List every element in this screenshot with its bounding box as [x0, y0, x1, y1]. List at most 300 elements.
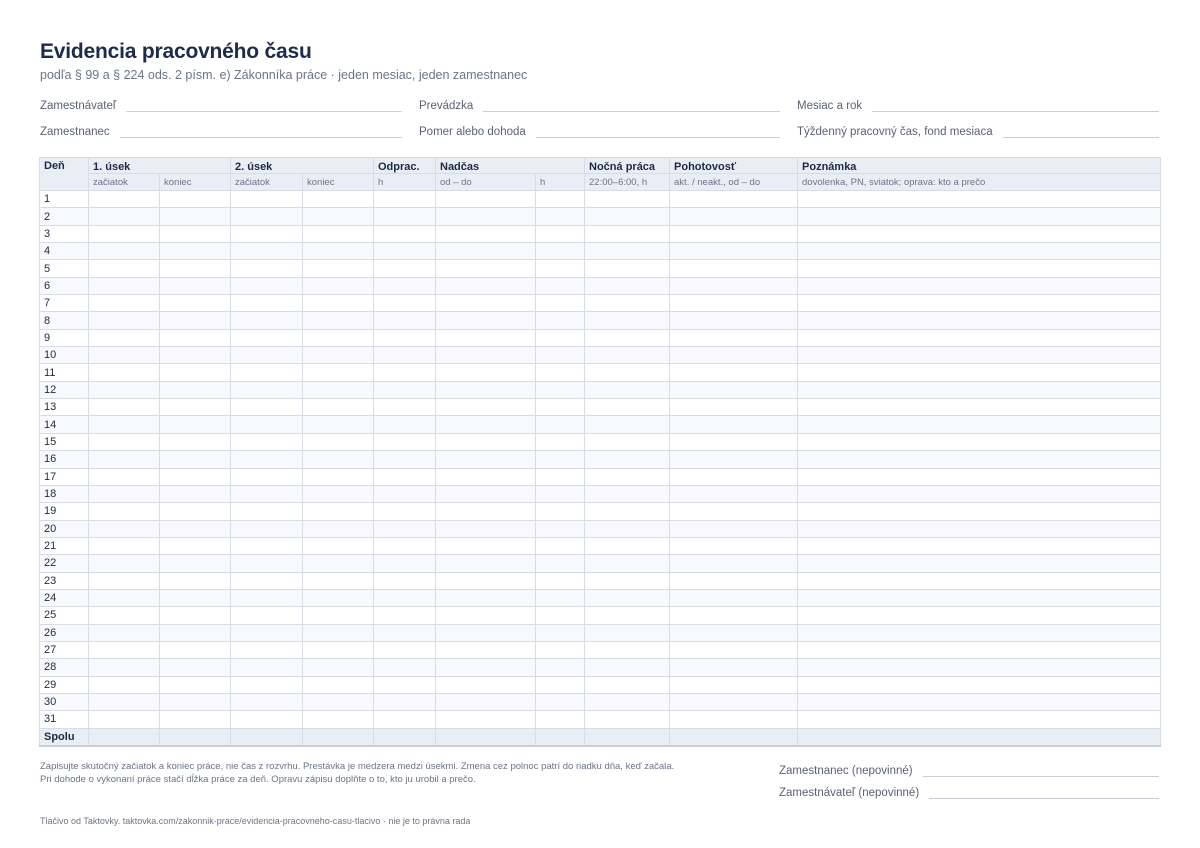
- cell-worked-hours[interactable]: [374, 468, 436, 485]
- cell-worked-hours[interactable]: [374, 277, 436, 294]
- cell-seg1-end[interactable]: [160, 572, 231, 589]
- cell-standby[interactable]: [670, 485, 798, 502]
- cell-night-hours[interactable]: [585, 676, 670, 693]
- cell-standby[interactable]: [670, 381, 798, 398]
- cell-seg2-start[interactable]: [231, 312, 303, 329]
- cell-overtime-range[interactable]: [436, 277, 536, 294]
- cell-seg2-end[interactable]: [303, 676, 374, 693]
- cell-seg2-end[interactable]: [303, 433, 374, 450]
- contract-input-line[interactable]: [536, 126, 780, 138]
- cell-seg2-start[interactable]: [231, 433, 303, 450]
- cell-seg2-start[interactable]: [231, 659, 303, 676]
- cell-overtime-range[interactable]: [436, 693, 536, 710]
- cell-note[interactable]: [798, 537, 1161, 554]
- cell-night-hours[interactable]: [585, 451, 670, 468]
- cell-note[interactable]: [798, 641, 1161, 658]
- cell-note[interactable]: [798, 277, 1161, 294]
- cell-seg2-start[interactable]: [231, 295, 303, 312]
- cell-night-hours[interactable]: [585, 295, 670, 312]
- cell-seg1-end[interactable]: [160, 693, 231, 710]
- month-year-field[interactable]: [797, 96, 1159, 112]
- cell-seg2-start[interactable]: [231, 537, 303, 554]
- cell-seg2-start[interactable]: [231, 329, 303, 346]
- cell-overtime-hours[interactable]: [536, 589, 585, 606]
- cell-night-hours[interactable]: [585, 433, 670, 450]
- cell-standby[interactable]: [670, 711, 798, 728]
- total-seg2-end[interactable]: [303, 728, 374, 745]
- cell-seg2-start[interactable]: [231, 277, 303, 294]
- cell-seg1-start[interactable]: [89, 520, 160, 537]
- cell-seg1-end[interactable]: [160, 485, 231, 502]
- cell-overtime-hours[interactable]: [536, 277, 585, 294]
- cell-worked-hours[interactable]: [374, 329, 436, 346]
- cell-worked-hours[interactable]: [374, 572, 436, 589]
- cell-night-hours[interactable]: [585, 555, 670, 572]
- cell-worked-hours[interactable]: [374, 624, 436, 641]
- cell-seg2-end[interactable]: [303, 641, 374, 658]
- cell-seg2-end[interactable]: [303, 191, 374, 208]
- cell-seg2-start[interactable]: [231, 711, 303, 728]
- cell-seg1-start[interactable]: [89, 641, 160, 658]
- cell-note[interactable]: [798, 676, 1161, 693]
- cell-seg1-start[interactable]: [89, 225, 160, 242]
- cell-worked-hours[interactable]: [374, 555, 436, 572]
- cell-seg1-start[interactable]: [89, 572, 160, 589]
- cell-night-hours[interactable]: [585, 347, 670, 364]
- cell-note[interactable]: [798, 399, 1161, 416]
- cell-seg1-start[interactable]: [89, 364, 160, 381]
- cell-seg2-end[interactable]: [303, 329, 374, 346]
- employee-input-line[interactable]: [120, 126, 402, 138]
- cell-standby[interactable]: [670, 641, 798, 658]
- cell-seg1-end[interactable]: [160, 329, 231, 346]
- cell-worked-hours[interactable]: [374, 659, 436, 676]
- cell-seg1-start[interactable]: [89, 537, 160, 554]
- cell-overtime-range[interactable]: [436, 555, 536, 572]
- cell-overtime-range[interactable]: [436, 607, 536, 624]
- cell-overtime-range[interactable]: [436, 260, 536, 277]
- cell-night-hours[interactable]: [585, 364, 670, 381]
- cell-seg2-end[interactable]: [303, 572, 374, 589]
- cell-note[interactable]: [798, 468, 1161, 485]
- cell-worked-hours[interactable]: [374, 243, 436, 260]
- cell-worked-hours[interactable]: [374, 433, 436, 450]
- cell-seg1-end[interactable]: [160, 503, 231, 520]
- weekly-hours-input-line[interactable]: [1003, 126, 1159, 138]
- cell-overtime-hours[interactable]: [536, 572, 585, 589]
- cell-seg1-start[interactable]: [89, 485, 160, 502]
- cell-worked-hours[interactable]: [374, 364, 436, 381]
- cell-worked-hours[interactable]: [374, 208, 436, 225]
- cell-night-hours[interactable]: [585, 537, 670, 554]
- cell-seg2-start[interactable]: [231, 589, 303, 606]
- cell-seg2-start[interactable]: [231, 381, 303, 398]
- cell-overtime-range[interactable]: [436, 208, 536, 225]
- cell-seg1-end[interactable]: [160, 589, 231, 606]
- cell-note[interactable]: [798, 329, 1161, 346]
- cell-note[interactable]: [798, 191, 1161, 208]
- cell-seg2-end[interactable]: [303, 537, 374, 554]
- cell-standby[interactable]: [670, 624, 798, 641]
- cell-worked-hours[interactable]: [374, 607, 436, 624]
- cell-overtime-range[interactable]: [436, 589, 536, 606]
- cell-night-hours[interactable]: [585, 399, 670, 416]
- cell-seg1-start[interactable]: [89, 659, 160, 676]
- total-seg1-end[interactable]: [160, 728, 231, 745]
- total-seg2-start[interactable]: [231, 728, 303, 745]
- cell-night-hours[interactable]: [585, 208, 670, 225]
- cell-standby[interactable]: [670, 312, 798, 329]
- cell-seg2-end[interactable]: [303, 589, 374, 606]
- cell-note[interactable]: [798, 555, 1161, 572]
- cell-overtime-range[interactable]: [436, 295, 536, 312]
- cell-night-hours[interactable]: [585, 416, 670, 433]
- cell-seg1-start[interactable]: [89, 693, 160, 710]
- cell-overtime-hours[interactable]: [536, 468, 585, 485]
- cell-overtime-range[interactable]: [436, 433, 536, 450]
- cell-night-hours[interactable]: [585, 711, 670, 728]
- cell-seg2-start[interactable]: [231, 243, 303, 260]
- cell-night-hours[interactable]: [585, 260, 670, 277]
- cell-standby[interactable]: [670, 277, 798, 294]
- cell-overtime-hours[interactable]: [536, 364, 585, 381]
- cell-night-hours[interactable]: [585, 659, 670, 676]
- weekly-hours-field[interactable]: [797, 122, 1159, 138]
- cell-seg1-start[interactable]: [89, 555, 160, 572]
- month-year-input-line[interactable]: [872, 100, 1159, 112]
- employee-signature-line[interactable]: [923, 765, 1159, 777]
- cell-seg1-start[interactable]: [89, 589, 160, 606]
- cell-seg1-end[interactable]: [160, 312, 231, 329]
- cell-overtime-range[interactable]: [436, 520, 536, 537]
- cell-seg2-start[interactable]: [231, 364, 303, 381]
- cell-night-hours[interactable]: [585, 572, 670, 589]
- cell-seg1-start[interactable]: [89, 503, 160, 520]
- cell-seg1-start[interactable]: [89, 468, 160, 485]
- cell-note[interactable]: [798, 589, 1161, 606]
- cell-overtime-range[interactable]: [436, 468, 536, 485]
- cell-standby[interactable]: [670, 537, 798, 554]
- cell-seg1-end[interactable]: [160, 295, 231, 312]
- cell-standby[interactable]: [670, 607, 798, 624]
- cell-seg2-end[interactable]: [303, 208, 374, 225]
- cell-overtime-range[interactable]: [436, 451, 536, 468]
- total-seg1-start[interactable]: [89, 728, 160, 745]
- cell-standby[interactable]: [670, 364, 798, 381]
- cell-standby[interactable]: [670, 555, 798, 572]
- cell-standby[interactable]: [670, 693, 798, 710]
- cell-note[interactable]: [798, 364, 1161, 381]
- cell-overtime-hours[interactable]: [536, 191, 585, 208]
- cell-overtime-hours[interactable]: [536, 225, 585, 242]
- cell-seg1-end[interactable]: [160, 347, 231, 364]
- total-worked-hours[interactable]: [374, 728, 436, 745]
- cell-seg1-end[interactable]: [160, 676, 231, 693]
- cell-note[interactable]: [798, 693, 1161, 710]
- cell-overtime-hours[interactable]: [536, 555, 585, 572]
- cell-seg2-end[interactable]: [303, 451, 374, 468]
- cell-overtime-hours[interactable]: [536, 260, 585, 277]
- cell-seg2-end[interactable]: [303, 364, 374, 381]
- cell-overtime-range[interactable]: [436, 485, 536, 502]
- total-standby[interactable]: [670, 728, 798, 745]
- cell-standby[interactable]: [670, 416, 798, 433]
- employer-input-line[interactable]: [126, 100, 402, 112]
- cell-overtime-range[interactable]: [436, 225, 536, 242]
- cell-seg2-end[interactable]: [303, 503, 374, 520]
- cell-seg1-end[interactable]: [160, 555, 231, 572]
- cell-seg2-start[interactable]: [231, 555, 303, 572]
- cell-seg1-start[interactable]: [89, 416, 160, 433]
- employee-field[interactable]: [40, 122, 402, 138]
- cell-seg2-start[interactable]: [231, 468, 303, 485]
- cell-note[interactable]: [798, 225, 1161, 242]
- cell-seg1-start[interactable]: [89, 243, 160, 260]
- cell-seg1-start[interactable]: [89, 329, 160, 346]
- cell-note[interactable]: [798, 208, 1161, 225]
- cell-seg2-end[interactable]: [303, 468, 374, 485]
- cell-note[interactable]: [798, 433, 1161, 450]
- cell-night-hours[interactable]: [585, 485, 670, 502]
- cell-note[interactable]: [798, 624, 1161, 641]
- cell-seg2-start[interactable]: [231, 347, 303, 364]
- cell-seg2-start[interactable]: [231, 503, 303, 520]
- cell-standby[interactable]: [670, 503, 798, 520]
- cell-seg1-end[interactable]: [160, 191, 231, 208]
- cell-worked-hours[interactable]: [374, 381, 436, 398]
- cell-note[interactable]: [798, 295, 1161, 312]
- cell-note[interactable]: [798, 416, 1161, 433]
- cell-overtime-hours[interactable]: [536, 381, 585, 398]
- cell-standby[interactable]: [670, 295, 798, 312]
- workplace-field[interactable]: [419, 96, 780, 112]
- cell-seg2-start[interactable]: [231, 225, 303, 242]
- cell-seg2-end[interactable]: [303, 399, 374, 416]
- cell-seg2-start[interactable]: [231, 451, 303, 468]
- cell-night-hours[interactable]: [585, 225, 670, 242]
- cell-seg2-start[interactable]: [231, 607, 303, 624]
- cell-seg2-start[interactable]: [231, 260, 303, 277]
- cell-seg2-end[interactable]: [303, 381, 374, 398]
- cell-note[interactable]: [798, 485, 1161, 502]
- cell-seg2-start[interactable]: [231, 485, 303, 502]
- cell-standby[interactable]: [670, 399, 798, 416]
- employer-field[interactable]: [40, 96, 402, 112]
- employee-signature-field[interactable]: [779, 761, 1159, 777]
- cell-overtime-range[interactable]: [436, 329, 536, 346]
- cell-standby[interactable]: [670, 260, 798, 277]
- cell-seg1-end[interactable]: [160, 225, 231, 242]
- cell-standby[interactable]: [670, 329, 798, 346]
- cell-seg2-end[interactable]: [303, 260, 374, 277]
- cell-overtime-hours[interactable]: [536, 451, 585, 468]
- cell-note[interactable]: [798, 260, 1161, 277]
- cell-worked-hours[interactable]: [374, 260, 436, 277]
- cell-seg1-end[interactable]: [160, 451, 231, 468]
- cell-seg2-end[interactable]: [303, 520, 374, 537]
- cell-overtime-hours[interactable]: [536, 243, 585, 260]
- cell-standby[interactable]: [670, 572, 798, 589]
- cell-overtime-range[interactable]: [436, 503, 536, 520]
- cell-overtime-hours[interactable]: [536, 641, 585, 658]
- cell-overtime-range[interactable]: [436, 659, 536, 676]
- cell-seg1-start[interactable]: [89, 676, 160, 693]
- cell-seg1-end[interactable]: [160, 433, 231, 450]
- cell-seg1-end[interactable]: [160, 381, 231, 398]
- cell-overtime-hours[interactable]: [536, 659, 585, 676]
- cell-worked-hours[interactable]: [374, 225, 436, 242]
- cell-night-hours[interactable]: [585, 607, 670, 624]
- cell-overtime-range[interactable]: [436, 243, 536, 260]
- cell-seg1-end[interactable]: [160, 468, 231, 485]
- cell-standby[interactable]: [670, 520, 798, 537]
- cell-seg1-start[interactable]: [89, 381, 160, 398]
- cell-standby[interactable]: [670, 589, 798, 606]
- cell-seg1-end[interactable]: [160, 399, 231, 416]
- cell-seg2-start[interactable]: [231, 641, 303, 658]
- cell-overtime-hours[interactable]: [536, 711, 585, 728]
- cell-seg1-start[interactable]: [89, 347, 160, 364]
- cell-overtime-range[interactable]: [436, 312, 536, 329]
- cell-worked-hours[interactable]: [374, 520, 436, 537]
- cell-note[interactable]: [798, 347, 1161, 364]
- cell-seg2-start[interactable]: [231, 191, 303, 208]
- cell-worked-hours[interactable]: [374, 451, 436, 468]
- cell-standby[interactable]: [670, 468, 798, 485]
- employer-signature-line[interactable]: [929, 787, 1159, 799]
- cell-overtime-hours[interactable]: [536, 520, 585, 537]
- cell-worked-hours[interactable]: [374, 312, 436, 329]
- cell-overtime-hours[interactable]: [536, 624, 585, 641]
- cell-seg2-start[interactable]: [231, 572, 303, 589]
- cell-night-hours[interactable]: [585, 503, 670, 520]
- cell-overtime-hours[interactable]: [536, 693, 585, 710]
- cell-seg1-start[interactable]: [89, 711, 160, 728]
- cell-overtime-hours[interactable]: [536, 537, 585, 554]
- contract-field[interactable]: [419, 122, 780, 138]
- cell-standby[interactable]: [670, 225, 798, 242]
- cell-worked-hours[interactable]: [374, 485, 436, 502]
- cell-seg2-start[interactable]: [231, 624, 303, 641]
- cell-note[interactable]: [798, 312, 1161, 329]
- cell-night-hours[interactable]: [585, 624, 670, 641]
- cell-standby[interactable]: [670, 451, 798, 468]
- cell-night-hours[interactable]: [585, 641, 670, 658]
- cell-seg2-end[interactable]: [303, 295, 374, 312]
- cell-seg1-end[interactable]: [160, 641, 231, 658]
- cell-seg1-start[interactable]: [89, 607, 160, 624]
- cell-standby[interactable]: [670, 208, 798, 225]
- cell-seg1-start[interactable]: [89, 277, 160, 294]
- cell-worked-hours[interactable]: [374, 295, 436, 312]
- cell-seg2-start[interactable]: [231, 416, 303, 433]
- cell-seg2-end[interactable]: [303, 312, 374, 329]
- cell-seg2-end[interactable]: [303, 607, 374, 624]
- cell-seg1-end[interactable]: [160, 208, 231, 225]
- cell-seg2-start[interactable]: [231, 520, 303, 537]
- cell-seg2-start[interactable]: [231, 208, 303, 225]
- cell-worked-hours[interactable]: [374, 711, 436, 728]
- cell-note[interactable]: [798, 451, 1161, 468]
- cell-seg2-start[interactable]: [231, 399, 303, 416]
- cell-night-hours[interactable]: [585, 381, 670, 398]
- cell-note[interactable]: [798, 607, 1161, 624]
- cell-worked-hours[interactable]: [374, 641, 436, 658]
- cell-seg2-end[interactable]: [303, 711, 374, 728]
- cell-overtime-range[interactable]: [436, 347, 536, 364]
- cell-overtime-hours[interactable]: [536, 208, 585, 225]
- cell-note[interactable]: [798, 381, 1161, 398]
- cell-overtime-hours[interactable]: [536, 485, 585, 502]
- cell-worked-hours[interactable]: [374, 676, 436, 693]
- cell-seg1-end[interactable]: [160, 711, 231, 728]
- workplace-input-line[interactable]: [483, 100, 780, 112]
- cell-seg2-end[interactable]: [303, 277, 374, 294]
- cell-seg2-end[interactable]: [303, 416, 374, 433]
- cell-worked-hours[interactable]: [374, 693, 436, 710]
- cell-seg1-start[interactable]: [89, 624, 160, 641]
- cell-seg1-start[interactable]: [89, 312, 160, 329]
- cell-standby[interactable]: [670, 191, 798, 208]
- cell-overtime-range[interactable]: [436, 641, 536, 658]
- total-overtime-range[interactable]: [436, 728, 536, 745]
- cell-overtime-hours[interactable]: [536, 329, 585, 346]
- cell-standby[interactable]: [670, 659, 798, 676]
- cell-standby[interactable]: [670, 347, 798, 364]
- cell-overtime-hours[interactable]: [536, 312, 585, 329]
- total-night-hours[interactable]: [585, 728, 670, 745]
- cell-night-hours[interactable]: [585, 520, 670, 537]
- cell-seg1-start[interactable]: [89, 260, 160, 277]
- cell-night-hours[interactable]: [585, 312, 670, 329]
- cell-seg1-start[interactable]: [89, 451, 160, 468]
- cell-overtime-range[interactable]: [436, 676, 536, 693]
- total-overtime-hours[interactable]: [536, 728, 585, 745]
- cell-seg1-end[interactable]: [160, 364, 231, 381]
- cell-overtime-range[interactable]: [436, 191, 536, 208]
- cell-note[interactable]: [798, 520, 1161, 537]
- cell-worked-hours[interactable]: [374, 537, 436, 554]
- cell-overtime-hours[interactable]: [536, 676, 585, 693]
- cell-overtime-range[interactable]: [436, 364, 536, 381]
- cell-seg1-end[interactable]: [160, 659, 231, 676]
- cell-overtime-hours[interactable]: [536, 433, 585, 450]
- cell-overtime-hours[interactable]: [536, 347, 585, 364]
- employer-signature-field[interactable]: [779, 783, 1159, 799]
- cell-seg1-end[interactable]: [160, 243, 231, 260]
- cell-seg1-start[interactable]: [89, 191, 160, 208]
- cell-seg1-end[interactable]: [160, 624, 231, 641]
- cell-seg2-start[interactable]: [231, 693, 303, 710]
- cell-note[interactable]: [798, 572, 1161, 589]
- cell-seg2-end[interactable]: [303, 225, 374, 242]
- cell-overtime-range[interactable]: [436, 399, 536, 416]
- cell-night-hours[interactable]: [585, 243, 670, 260]
- cell-seg2-end[interactable]: [303, 485, 374, 502]
- cell-worked-hours[interactable]: [374, 589, 436, 606]
- cell-seg2-end[interactable]: [303, 693, 374, 710]
- cell-seg1-end[interactable]: [160, 416, 231, 433]
- cell-note[interactable]: [798, 711, 1161, 728]
- cell-night-hours[interactable]: [585, 468, 670, 485]
- cell-seg1-end[interactable]: [160, 537, 231, 554]
- cell-seg1-end[interactable]: [160, 607, 231, 624]
- cell-worked-hours[interactable]: [374, 503, 436, 520]
- cell-note[interactable]: [798, 659, 1161, 676]
- cell-overtime-hours[interactable]: [536, 295, 585, 312]
- cell-seg2-end[interactable]: [303, 624, 374, 641]
- cell-overtime-hours[interactable]: [536, 416, 585, 433]
